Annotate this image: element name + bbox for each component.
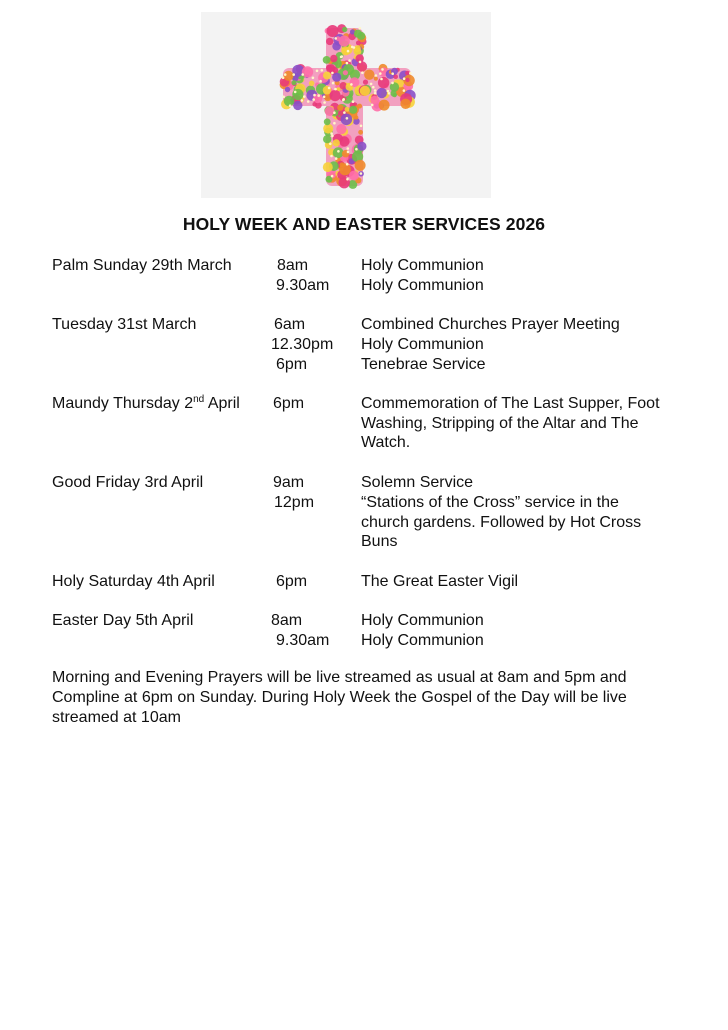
service-description: Holy Communion	[361, 277, 484, 294]
day-label: Easter Day 5th April	[52, 612, 194, 629]
service-time: 6pm	[276, 356, 308, 373]
service-time: 9.30am	[276, 632, 330, 649]
service-time: 9am	[273, 474, 305, 491]
service-description: Solemn Service	[361, 474, 474, 491]
service-time: 6pm	[273, 395, 305, 412]
service-description: Holy Communion	[361, 257, 484, 274]
day-label: Maundy Thursday 2nd April	[52, 394, 240, 412]
day-label: Tuesday 31st March	[52, 316, 197, 333]
service-time: 12.30pm	[271, 336, 334, 353]
livestream-note: Morning and Evening Prayers will be live streamed as usual at 8am and 5pm and Compline at 6pm on Sunday. During Holy Week the Gospel of the Day will be live streamed at 10am	[52, 669, 627, 726]
day-label: Palm Sunday 29th March	[52, 257, 232, 274]
service-time: 6pm	[276, 573, 308, 590]
ordinal-suffix: nd	[193, 394, 205, 405]
page-title: HOLY WEEK AND EASTER SERVICES 2026	[182, 214, 546, 234]
service-description: Holy Communion	[361, 612, 484, 629]
day-label: Holy Saturday 4th April	[52, 573, 215, 590]
service-time: 6am	[274, 316, 306, 333]
service-description: The Great Easter Vigil	[361, 573, 519, 590]
day-label: Good Friday 3rd April	[52, 474, 204, 491]
service-description: Holy Communion	[361, 632, 484, 649]
service-description: Combined Churches Prayer Meeting	[361, 316, 620, 333]
service-description: Holy Communion	[361, 336, 484, 353]
service-time: 12pm	[274, 494, 315, 511]
service-description: Tenebrae Service	[361, 356, 486, 373]
service-time: 8am	[271, 612, 303, 629]
service-description: Commemoration of The Last Supper, Foot Washing, Stripping of the Altar and The Watch.	[361, 395, 660, 452]
service-time: 8am	[277, 257, 309, 274]
service-time: 9.30am	[276, 277, 330, 294]
service-description: “Stations of the Cross” service in the church gardens. Followed by Hot Cross Buns	[361, 494, 642, 551]
